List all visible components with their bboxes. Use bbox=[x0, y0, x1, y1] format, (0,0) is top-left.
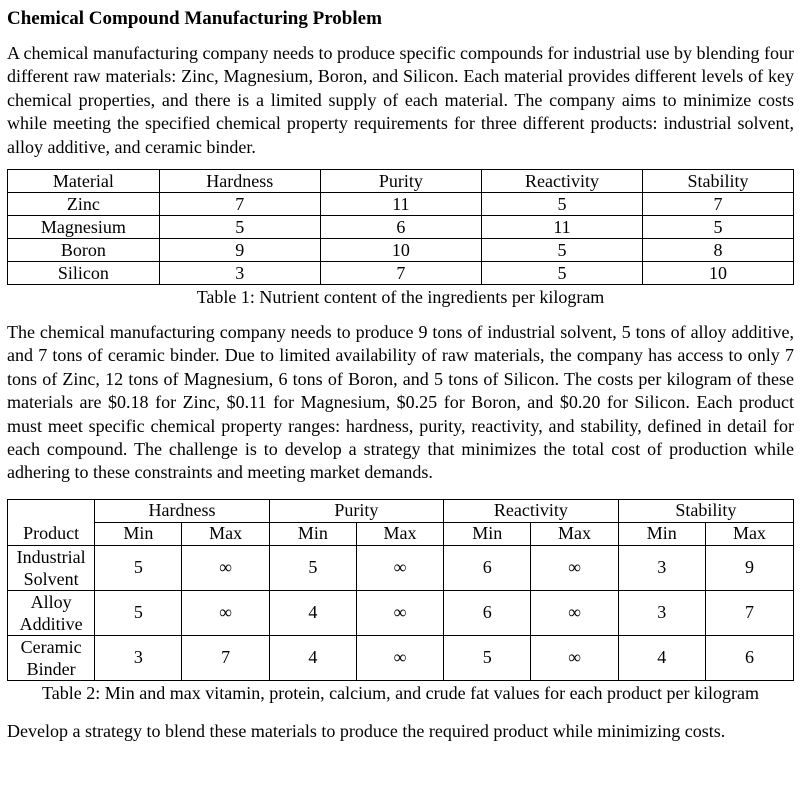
table2-product-cell bbox=[8, 590, 95, 635]
table2-cell: 7 bbox=[182, 635, 269, 680]
table2-max-header: Max bbox=[705, 522, 793, 545]
table1-cell: 10 bbox=[320, 239, 481, 262]
table1-header-cell: Material bbox=[8, 170, 160, 193]
table1-cell: 5 bbox=[643, 216, 794, 239]
table1-cell: 7 bbox=[159, 193, 320, 216]
table1-cell: 5 bbox=[159, 216, 320, 239]
table2-cell: 9 bbox=[705, 545, 793, 590]
table2-product-cell bbox=[8, 545, 95, 590]
table2-cell: 3 bbox=[95, 635, 182, 680]
requirements-paragraph: The chemical manufacturing company needs to produce 9 tons of industrial solvent, 5 tons of alloy additive, and 7 tons of ceramic binder. Due to limited availability of raw materials, the company has access to only 7 tons of Zinc, 12 tons of Magnesium, 6 tons of Boron, and 5 tons of Silicon. The costs per kilogram of these materials are $0.18 for Zinc, $0.11 for Magnesium, $0.25 for Boron, and $0.20 for Silicon. Each product must meet specific chemical property ranges: hardness, purity, reactivity, and stability, defined in detail for each compound. The challenge is to develop a strategy that minimizes the total cost of production while adhering to these constraints and meeting market demands. bbox=[7, 322, 794, 483]
table2-cell: 6 bbox=[444, 545, 531, 590]
table2-corner-cell bbox=[8, 499, 95, 522]
table2-product-cell bbox=[8, 635, 95, 680]
table1-cell: 3 bbox=[159, 262, 320, 285]
table2-cell: ∞ bbox=[531, 545, 618, 590]
table2-subheader-row bbox=[8, 522, 794, 545]
table2-cell: 5 bbox=[95, 545, 182, 590]
table2-min-header: Min bbox=[618, 522, 705, 545]
table1-cell: 9 bbox=[159, 239, 320, 262]
intro-paragraph: A chemical manufacturing company needs to produce specific compounds for industrial use by blending four different raw materials: Zinc, Magnesium, Boron, and Silicon. Each material provides different levels of key chemical properties, and there is a limited supply of each material. The company aims to minimize costs while meeting the specified chemical property requirements for three different products: industrial solvent, alloy additive, and ceramic binder. bbox=[7, 43, 794, 157]
product-name-line: Industrial bbox=[16, 546, 86, 567]
table2-cell: ∞ bbox=[531, 635, 618, 680]
table2-cell: 3 bbox=[618, 590, 705, 635]
product-name-line: Solvent bbox=[23, 568, 79, 589]
table1-row bbox=[8, 239, 794, 262]
table2-cell: ∞ bbox=[356, 590, 443, 635]
table1-header-cell: Hardness bbox=[159, 170, 320, 193]
table2-cell: 4 bbox=[269, 635, 356, 680]
table1-header-cell: Stability bbox=[643, 170, 794, 193]
table2-group-header: Stability bbox=[618, 499, 793, 522]
table2-cell: ∞ bbox=[356, 545, 443, 590]
table1-cell: 5 bbox=[481, 193, 642, 216]
table2-caption: Table 2: Min and max vitamin, protein, calcium, and crude fat values for each product per kilogram bbox=[42, 682, 759, 703]
table1-cell: 10 bbox=[643, 262, 794, 285]
table2-row bbox=[8, 590, 794, 635]
table2-group-header: Hardness bbox=[95, 499, 269, 522]
table2-max-header: Max bbox=[531, 522, 618, 545]
product-requirements-table bbox=[7, 499, 794, 681]
table2-cell: ∞ bbox=[182, 545, 269, 590]
table2-group-header: Purity bbox=[269, 499, 443, 522]
table1-cell: 5 bbox=[481, 239, 642, 262]
table1-cell: 7 bbox=[320, 262, 481, 285]
table1-cell: 6 bbox=[320, 216, 481, 239]
closing-paragraph: Develop a strategy to blend these materials to produce the required product while minimizing costs. bbox=[7, 720, 726, 741]
table2-cell: 5 bbox=[444, 635, 531, 680]
table1-caption: Table 1: Nutrient content of the ingredients per kilogram bbox=[196, 287, 605, 308]
table1-cell: 8 bbox=[643, 239, 794, 262]
table1-cell: Zinc bbox=[8, 193, 160, 216]
material-properties-table bbox=[7, 169, 794, 285]
table1-header-cell: Purity bbox=[320, 170, 481, 193]
table2-cell: 4 bbox=[618, 635, 705, 680]
table1-cell: 7 bbox=[643, 193, 794, 216]
table2-min-header: Min bbox=[269, 522, 356, 545]
table2-cell: ∞ bbox=[531, 590, 618, 635]
document-title: Chemical Compound Manufacturing Problem bbox=[7, 8, 382, 29]
table2-cell: 6 bbox=[705, 635, 793, 680]
product-name-line: Alloy bbox=[30, 591, 72, 612]
table2-cell: 5 bbox=[95, 590, 182, 635]
table1-cell: 11 bbox=[481, 216, 642, 239]
table2-max-header: Max bbox=[356, 522, 443, 545]
table2-row bbox=[8, 545, 794, 590]
table2-max-header: Max bbox=[182, 522, 269, 545]
table2-product-header: Product bbox=[8, 522, 95, 545]
table2-min-header: Min bbox=[444, 522, 531, 545]
table2-cell: 3 bbox=[618, 545, 705, 590]
table2-cell: 7 bbox=[705, 590, 793, 635]
table1-cell: Magnesium bbox=[8, 216, 160, 239]
table2-row bbox=[8, 635, 794, 680]
table2-group-header: Reactivity bbox=[444, 499, 618, 522]
table2-cell: ∞ bbox=[182, 590, 269, 635]
table1-row bbox=[8, 193, 794, 216]
table2-cell: ∞ bbox=[356, 635, 443, 680]
product-name-line: Additive bbox=[19, 613, 83, 634]
table1-header-row bbox=[8, 170, 794, 193]
product-name-line: Binder bbox=[26, 658, 76, 679]
table2-cell: 6 bbox=[444, 590, 531, 635]
table1-row bbox=[8, 262, 794, 285]
table1-cell: Silicon bbox=[8, 262, 160, 285]
table2-min-header: Min bbox=[95, 522, 182, 545]
table2-cell: 5 bbox=[269, 545, 356, 590]
table1-header-cell: Reactivity bbox=[481, 170, 642, 193]
table1-cell: 5 bbox=[481, 262, 642, 285]
table1-cell: Boron bbox=[8, 239, 160, 262]
table1-cell: 11 bbox=[320, 193, 481, 216]
table2-cell: 4 bbox=[269, 590, 356, 635]
product-name-line: Ceramic bbox=[20, 636, 82, 657]
table1-row bbox=[8, 216, 794, 239]
table2-group-header-row bbox=[8, 499, 794, 522]
